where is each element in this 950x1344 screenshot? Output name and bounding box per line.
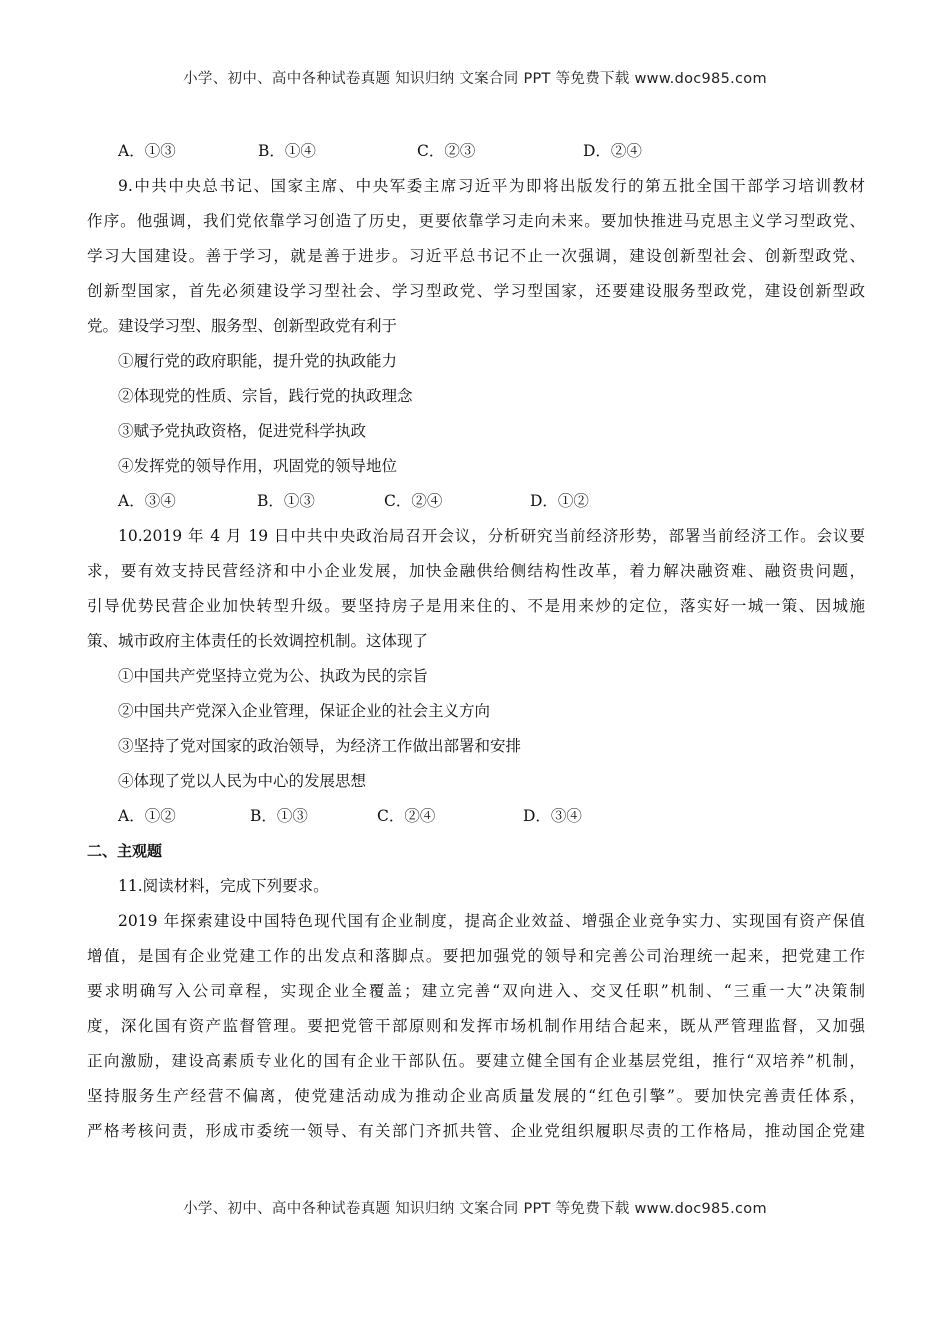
footer-banner: 小学、初中、高中各种试卷真题 知识归纳 文案合同 PPT 等免费下载 www.doc985.com (183, 1201, 767, 1217)
q10-option-a: A．①② (118, 807, 176, 825)
q9-item: ④发挥党的领导作用，巩固党的领导地位 (118, 457, 398, 475)
q9-option-b: B．①③ (257, 492, 315, 510)
q9-stem (87, 169, 865, 344)
q8-option-b: B．①④ (258, 142, 316, 160)
document-body (87, 134, 865, 1149)
q11-intro: 11.阅读材料，完成下列要求。 (118, 877, 329, 895)
q9-stem-line: 党。建设学习型、服务型、创新型政党有利于 (87, 317, 398, 335)
q11-material-line: 正向激励，建设高素质专业化的国有企业干部队伍。要建立健全国有企业基层党组，推行“双培养”机制， (87, 1052, 865, 1070)
q11-material-line: 要求明确写入公司章程，实现企业全覆盖；建立完善“双向进入、交叉任职”机制、“三重一大”决策制 (87, 982, 865, 1000)
q8-option-d: D．②④ (583, 142, 642, 160)
header-banner: 小学、初中、高中各种试卷真题 知识归纳 文案合同 PPT 等免费下载 www.doc985.com (183, 71, 767, 87)
q9-stem-line: 学习大国建设。善于学习，就是善于进步。习近平总书记不止一次强调，建设创新型社会、创新型政党、 (87, 247, 865, 265)
q9-option-c: C．②④ (384, 492, 443, 510)
section-heading: 二、主观题 (87, 842, 163, 860)
q9-option-d: D．①② (530, 492, 589, 510)
q10-options (87, 799, 865, 834)
q9-item: ①履行党的政府职能，提升党的执政能力 (118, 352, 398, 370)
q11-material (87, 904, 865, 1149)
q10-item: ③坚持了党对国家的政治领导，为经济工作做出部署和安排 (118, 737, 522, 755)
q9-stem-line: 作序。他强调，我们党依靠学习创造了历史，更要依靠学习走向未来。要加快推进马克思主义学习型政党、 (87, 212, 865, 230)
q10-stem-line: 引导优势民营企业加快转型升级。要坚持房子是用来住的、不是用来炒的定位，落实好一城一策、因城施 (87, 597, 865, 615)
q9-option-a: A．③④ (118, 492, 176, 510)
q8-option-c: C．②③ (417, 142, 476, 160)
q10-stem-line: 10.2019 年 4 月 19 日中共中央政治局召开会议，分析研究当前经济形势，部署当前经济工作。会议要 (118, 527, 865, 545)
q10-option-b: B．①③ (250, 807, 308, 825)
q11-material-line: 坚持服务生产经营不偏离，使党建活动成为推动企业高质量发展的“红色引擎”。要加快完善责任体系， (87, 1087, 865, 1105)
q8-option-a: A．①③ (118, 142, 176, 160)
q10-item: ①中国共产党坚持立党为公、执政为民的宗旨 (118, 667, 429, 685)
q11-material-line: 度，深化国有资产监督管理。要把党管干部原则和发挥市场机制作用结合起来，既从严管理监督，又加强 (87, 1017, 865, 1035)
q10-stem-line: 策、城市政府主体责任的长效调控机制。这体现了 (87, 632, 429, 650)
q9-stem-line: 创新型国家，首先必须建设学习型社会、学习型政党、学习型国家，还要建设服务型政党，建设创新型政 (87, 282, 865, 300)
q10-item: ④体现了党以人民为中心的发展思想 (118, 772, 367, 790)
q10-option-d: D．③④ (523, 807, 582, 825)
q9-item: ②体现党的性质、宗旨，践行党的执政理念 (118, 387, 413, 405)
q9-options (87, 484, 865, 519)
q9-stem-line: 9.中共中央总书记、国家主席、中央军委主席习近平为即将出版发行的第五批全国干部学习培训教材 (118, 177, 865, 195)
q11-material-line: 2019 年探索建设中国特色现代国有企业制度，提高企业效益、增强企业竞争实力、实现国有资产保值 (118, 912, 865, 930)
q9-item: ③赋予党执政资格，促进党科学执政 (118, 422, 367, 440)
q8-options (87, 134, 865, 169)
q10-stem-line: 求，要有效支持民营经济和中小企业发展，加快金融供给侧结构性改革，着力解决融资难、融资贵问题， (87, 562, 865, 580)
q10-option-c: C．②④ (377, 807, 436, 825)
q11-material-line: 增值，是国有企业党建工作的出发点和落脚点。要把加强党的领导和完善公司治理统一起来，把党建工作 (87, 947, 865, 965)
q10-stem (87, 519, 865, 659)
q10-item: ②中国共产党深入企业管理，保证企业的社会主义方向 (118, 702, 491, 720)
q11-material-line: 严格考核问责，形成市委统一领导、有关部门齐抓共管、企业党组织履职尽责的工作格局，推动国企党建 (87, 1122, 865, 1140)
